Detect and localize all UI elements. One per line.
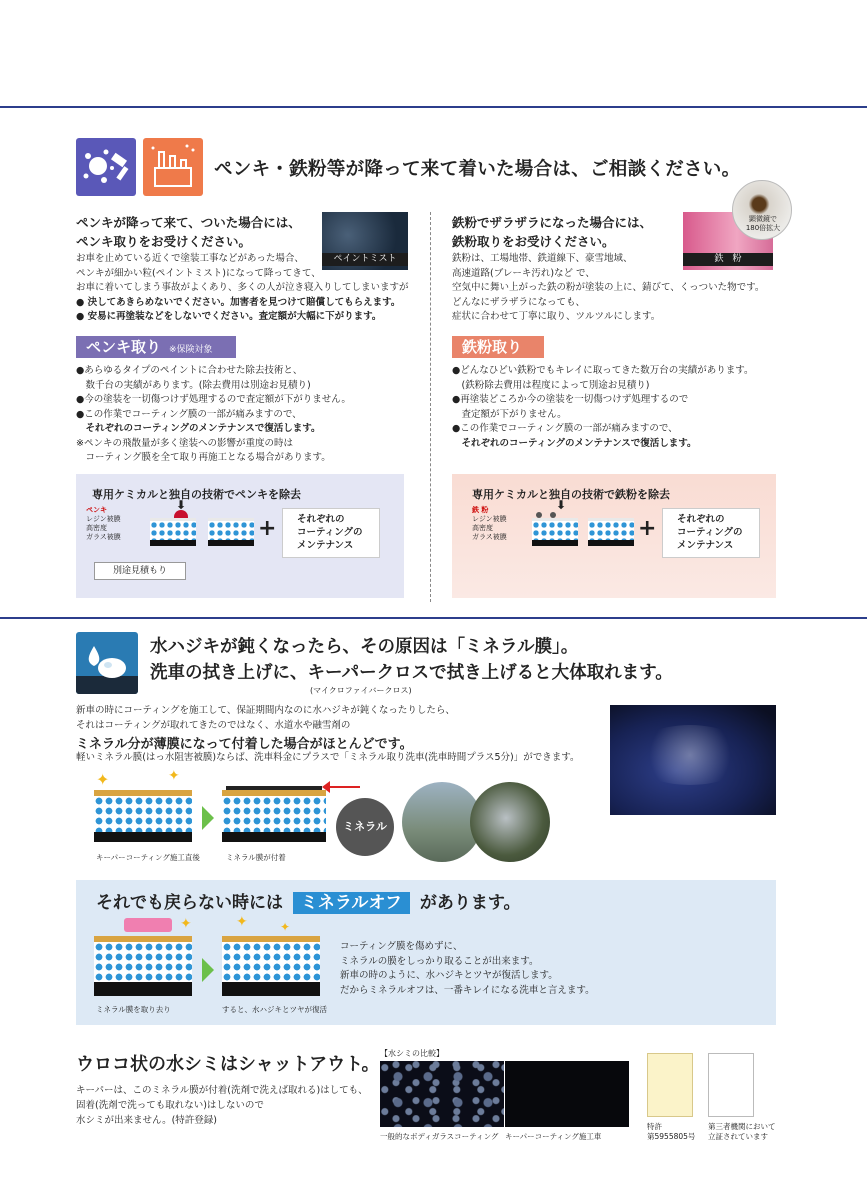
top-divider	[0, 106, 867, 108]
water-drop-icon	[76, 632, 138, 694]
section2-emphasis: ミネラル分が薄膜になって付着した場合がほとんどです。	[76, 737, 413, 752]
magnify-label: 顕微鏡で 180倍拡大	[745, 215, 781, 232]
iron-particle	[536, 512, 542, 518]
section3-title: ウロコ状の水シミはシャットアウト。	[76, 1054, 380, 1075]
mineral-off-highlight: ミネラルオフ	[293, 892, 410, 914]
paint-body: お車を止めている近くで塗装工事などがあった場合、 ペンキが細かい粒(ペイントミスト)になって降ってきて、 お車に着いてしまう事故がよくあり、多くの人が泣き寝入りしてしまいますが ● 決してあきらめないでください。加害者を見つけて賠償してもらえます。 ● 安易に再塗装などをしないでください。査定額が大幅に下がります。	[76, 253, 409, 322]
iron-removal-banner: 鉄粉取り	[452, 336, 544, 358]
section2-body2: 軽いミネラル膜(はっ水阻害被膜)ならば、洗車料金にプラスで「ミネラル取り洗車(洗車時間プラス5分)」ができます。	[76, 752, 580, 763]
paint-layer-labels: ペンキ レジン被膜 高密度 ガラス被膜	[86, 506, 121, 541]
coating-restored	[222, 936, 320, 996]
caption-after-application: キーパーコーティング施工直後	[96, 853, 200, 862]
section1-title: ペンキ・鉄粉等が降って来て着いた場合は、ご相談ください。	[214, 159, 741, 180]
estimate-button[interactable]: 別途見積もり	[94, 562, 186, 580]
sparkle-icon: ✦	[280, 920, 291, 934]
column-divider	[430, 212, 431, 602]
sparkle-icon: ✦	[96, 770, 110, 789]
sponge-icon	[124, 918, 172, 932]
paint-panel-title: 専用ケミカルと独自の技術でペンキを除去	[92, 488, 301, 501]
arrow-head	[322, 781, 330, 793]
section3-body: キーパーは、このミネラル膜が付着(洗剤で洗えば取れる)はしても、 固着(洗剤で洗っても取れない)はしないので 水シミが出来ません。(特許登録)	[76, 1085, 368, 1126]
sparkle-icon: ✦	[168, 768, 180, 784]
iron-bullets: ●どんなひどい鉄粉でもキレイに取ってきた数万台の実績があります。 (鉄粉除去費用は程度によって別途お見積り) ●再塗装どころか今の塗装を一切傷つけず処理するので 査定額が下がりません。 ●この作業でコーティング膜の一部が痛みますので、 それぞれのコーティングのメンテナンスで復活します。	[452, 365, 754, 449]
section2-title: 水ハジキが鈍くなったら、その原因は「ミネラル膜」。 洗車の拭き上げに、キーパークロスで拭き上げると大体取れます。	[150, 637, 673, 683]
microfiber-note: (マイクロファイバークロス)	[310, 686, 412, 695]
car-hood-photo	[610, 705, 776, 815]
caption-keeper-coating: キーパーコーティング施工車	[505, 1132, 602, 1141]
plus-icon: +	[638, 516, 657, 541]
coating-mineral-attached	[222, 790, 326, 842]
iron-removal-panel	[452, 474, 776, 598]
iron-body: 鉄粉は、工場地帯、鉄道線下、豪雪地域、 高速道路(ブレーキ汚れ)など で、 空気中に舞い上がった鉄の粉が塗装の上に、錆びて、くっついた物です。 どんなにザラザラになっても、 症状に合わせて丁寧に取り、ツルツルにします。	[452, 253, 765, 322]
plus-icon: +	[258, 516, 277, 541]
iron-powder-label: 鉄 粉	[683, 253, 773, 266]
caption-mineral-attached: ミネラル膜が付着	[226, 853, 286, 862]
paint-layer-before	[150, 518, 196, 546]
arrow-right-icon	[202, 958, 214, 982]
iron-layer-before	[532, 518, 578, 546]
paint-heading: ペンキが降って来て、ついた場合には、 ペンキ取りをお受けください。	[76, 215, 301, 249]
test-report-image	[708, 1053, 754, 1117]
sparkle-icon: ✦	[236, 914, 248, 930]
coating-after-application	[94, 790, 192, 842]
iron-layer-after	[588, 518, 634, 546]
sparkle-icon: ✦	[180, 916, 192, 932]
paint-maintenance-box: それぞれの コーティングの メンテナンス	[282, 508, 380, 558]
iron-maintenance-box: それぞれの コーティングの メンテナンス	[662, 508, 760, 558]
mineral-film	[226, 786, 322, 790]
faucet-photo	[470, 782, 550, 862]
paint-removal-banner: ペンキ取り ※保険対象	[76, 336, 236, 358]
microscope-magnify-photo	[732, 180, 792, 240]
patent-certificate-image	[647, 1053, 693, 1117]
coating-mineral-removed	[94, 936, 192, 996]
caption-restored: すると、水ハジキとツヤが復活	[222, 1005, 327, 1014]
paint-bullets: ●あらゆるタイプのペイントに合わせた除去技術と、 数千台の実績があります。(除去費用は別途お見積り) ●今の塗装を一切傷つけず処理するので査定額が下がりません。 ●この作業でコーティング膜の一部が痛みますので、 それぞれのコーティングのメンテナンスで復活します。 ※ペンキの飛散量が多く塗装への影響が重度の時は コーティング膜を全て取り再施工となる場合があります。	[76, 365, 351, 463]
paint-mist-label: ペイントミスト	[322, 253, 408, 266]
arrow-right-icon	[202, 806, 214, 830]
caption-mineral-removed: ミネラル膜を取り去り	[96, 1005, 171, 1014]
mineral-off-text: コーティング膜を傷めずに、 ミネラルの膜をしっかり取ることが出来ます。 新車の時のように、水ハジキとツヤが復活します。 だからミネラルオフは、一番キレイになる洗車と言えます。	[340, 941, 595, 996]
third-party-caption: 第三者機関において 立証されています	[708, 1122, 776, 1141]
middle-divider	[0, 617, 867, 619]
mineral-off-title: それでも戻らない時には ミネラルオフ があります。	[96, 893, 521, 913]
iron-layer-labels: 鉄 粉 レジン被膜 高密度 ガラス被膜	[472, 506, 507, 541]
factory-icon	[143, 138, 203, 196]
keeper-coated-photo	[505, 1061, 629, 1127]
mineral-off-box	[76, 880, 776, 1025]
iron-panel-title: 専用ケミカルと独自の技術で鉄粉を除去	[472, 488, 670, 501]
paint-layer-after	[208, 518, 254, 546]
caption-general-coating: 一般的なボディガラスコーティング	[380, 1132, 499, 1141]
water-spot-general-photo	[380, 1061, 504, 1127]
comparison-title: 【水シミの比較】	[380, 1049, 444, 1058]
iron-heading: 鉄粉でザラザラになった場合には、 鉄粉取りをお受けください。	[452, 215, 653, 249]
iron-particle	[550, 512, 556, 518]
patent-caption: 特許 第5955805号	[647, 1122, 696, 1141]
water-spots-reflection	[630, 725, 750, 785]
section2-body: 新車の時にコーティングを施工して、保証期間内なのに水ハジキが鈍くなったりしたら、 それはコーティングが取れてきたのではなく、水道水や融雪剤の	[76, 705, 455, 731]
paint-splash-icon	[76, 138, 136, 196]
paint-removal-panel	[76, 474, 404, 598]
arrow-down-icon: ⬇	[176, 498, 187, 512]
arrow-down-icon: ⬇	[556, 498, 567, 512]
mineral-badge: ミネラル	[336, 798, 394, 856]
